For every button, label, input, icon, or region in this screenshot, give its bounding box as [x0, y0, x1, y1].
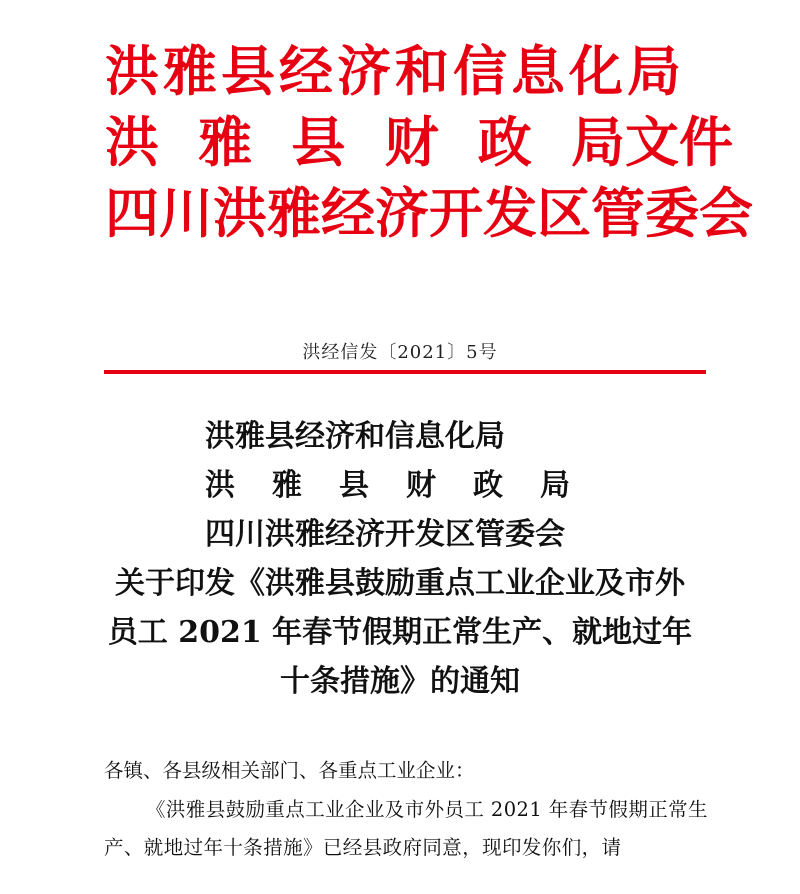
title-char: 雅 — [272, 468, 302, 503]
issuer-header-line-3 — [105, 181, 753, 245]
header-char: 洪 — [105, 110, 159, 174]
title-subject-line-2: 员工 2021 年春节假期正常生产、就地过年 — [107, 615, 693, 650]
document-label: 文件 — [625, 110, 733, 174]
title-char: 政 — [473, 468, 503, 503]
issuer-header-text-1: 洪雅县经济和信息化局 — [105, 39, 685, 103]
issuer-header-line-2 — [105, 111, 745, 173]
red-divider-line — [104, 370, 706, 374]
title-char: 县 — [339, 468, 369, 503]
title-issuer-2-spread — [205, 461, 570, 510]
title-char: 财 — [406, 468, 436, 503]
document-title — [0, 412, 800, 706]
title-issuer-2 — [0, 461, 800, 510]
title-subject-line-3: 十条措施》的通知 — [280, 664, 520, 699]
header-char: 财 — [384, 110, 439, 174]
header-char: 雅 — [198, 110, 253, 174]
title-char: 局 — [540, 468, 570, 503]
issuer-header-spread — [105, 111, 625, 173]
salutation: 各镇、各县级相关部门、各重点工业企业： — [104, 759, 475, 782]
title-subject-line-1: 关于印发《洪雅县鼓励重点工业企业及市外 — [115, 566, 685, 601]
header-char: 县 — [291, 110, 346, 174]
title-char: 洪 — [205, 468, 235, 503]
body-paragraph: 《洪雅县鼓励重点工业企业及市外员工 2021 年春节假期正常生产、就地过年十条措施》已经县政府同意，现印发你们，请 — [104, 798, 708, 859]
document-number: 洪经信发〔2021〕5号 — [302, 342, 498, 363]
issuer-header-text-3: 四川洪雅经济开发区管委会 — [105, 181, 753, 245]
header-char: 政 — [477, 110, 532, 174]
title-issuer-1: 洪雅县经济和信息化局 — [205, 419, 505, 454]
issuer-header-line-1 — [105, 40, 745, 102]
header-char: 局 — [570, 110, 625, 174]
title-issuer-3: 四川洪雅经济开发区管委会 — [205, 517, 565, 552]
